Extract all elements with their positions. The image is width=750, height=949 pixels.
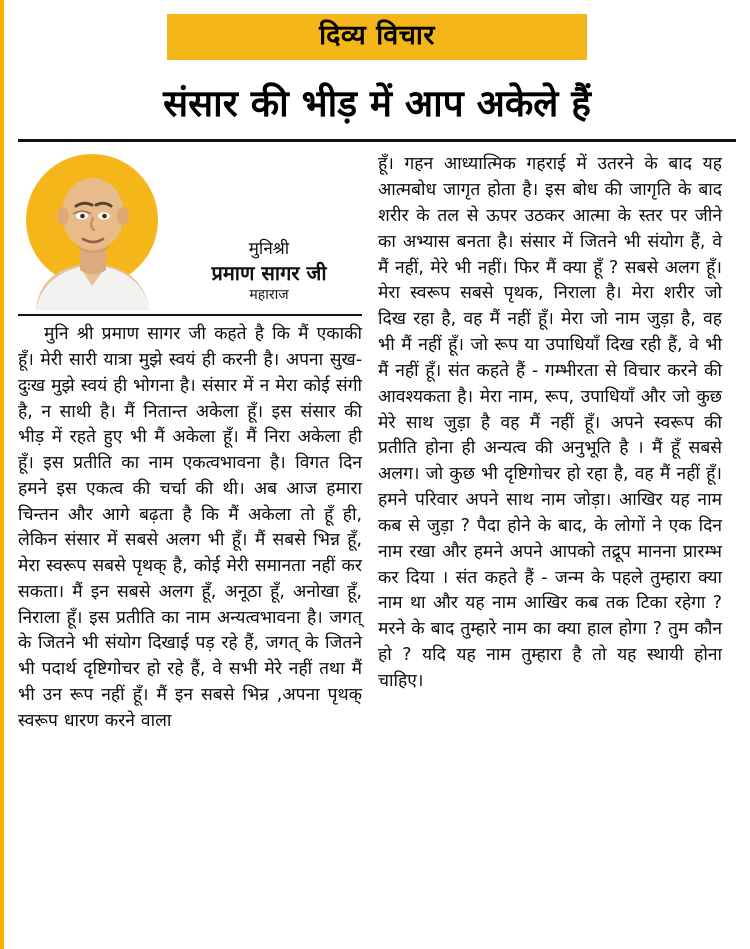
- author-prefix: मुनिश्री: [248, 238, 290, 259]
- headline-divider: [18, 139, 736, 142]
- masthead-title: दिव्य विचार: [319, 20, 435, 51]
- author-name-block: [176, 239, 362, 311]
- article-headline: संसार की भीड़ में आप अकेले हैं: [163, 81, 591, 125]
- article-columns: [18, 152, 736, 734]
- monk-portrait-photo: [18, 152, 168, 310]
- left-column-body: मुनि श्री प्रमाण सागर जी कहते है कि मैं एकाकी हूँ। मेरी सारी यात्रा मुझे स्वयं ही करनी है। अपना सुख-दुःख मुझे स्वयं ही भोगना है। संसार में न मेरा कोई संगी है, न साथी है। मैं नितान्त अकेला हूँ। इस संसार की भीड़ में रहते हुए भी मैं अकेला हूँ। मैं निरा अकेला ही हूँ। इस प्रतीति का नाम एकत्वभावना है। विगत दिन हमने इस एकत्व की चर्चा की थी। अब आज हमारा चिन्तन और आगे बढ़ता है कि मैं अकेला तो हूँ ही, लेकिन संसार में सबसे अलग भी हूँ। मैं सबसे भिन्न हूँ, मेरा स्वरूप सबसे पृथक् है, कोई मेरी समानता नहीं कर सकता। मैं इन सबसे अलग हूँ, अनूठा हूँ, अनोखा हूँ, निराला हूँ। इस प्रतीति का नाम अन्यत्वभावना है। जगत् के जितने भी संयोग दिखाई पड़ रहे हैं, जगत् के जितने भी पदार्थ दृष्टिगोचर हो रहे हैं, वे सभी मेरे नहीं तथा मैं भी उन रूप नहीं हूँ। मैं इन सबसे भिन्र ,अपना पृथक् स्वरूप धारण करने वाला: [18, 324, 362, 731]
- author-block: [18, 152, 362, 310]
- author-divider: [18, 314, 362, 316]
- right-column: [378, 152, 722, 734]
- author-suffix: महाराज: [249, 286, 289, 303]
- author-name: प्रमाण सागर जी: [211, 260, 327, 285]
- portrait-illustration: [18, 152, 168, 310]
- left-column: [18, 152, 362, 734]
- right-column-body: हूँ। गहन आध्यात्मिक गहराई में उतरने के बाद यह आत्मबोध जागृत होता है। इस बोध की जागृति के बाद शरीर के तल से ऊपर उठकर आत्मा के स्तर पर जीने का अभ्यास बनता है। संसार में जितने भी संयोग हैं, वे मैं नहीं, मेरे भी नहीं। फिर मैं क्या हूँ ? सबसे अलग हूँ। मेरा स्वरूप सबसे पृथक, निराला है। मेरा शरीर जो दिख रहा है, वह मैं नहीं हूँ। मेरा जो नाम जुड़ा है, वह भी मैं नहीं हूँ। जो रूप या उपाधियाँ दिख रही हैं, वे भी मैं नहीं हूँ। संत कहते हैं - गम्भीरता से विचार करने की आवश्यकता है। मेरा नाम, रूप, उपाधियाँ और जो कुछ मेरे साथ जुड़ा है वह मैं नहीं हूँ। अपने स्वरूप की प्रतीति होना ही अन्यत्व की अनुभूति है । मैं हूँ सबसे अलग। जो कुछ भी दृष्टिगोचर हो रहा है, वह मैं नहीं हूँ। हमने परिवार अपने साथ नाम जोड़ा। आखिर यह नाम कब से जुड़ा ? पैदा होने के बाद, के लोगों ने एक दिन नाम रखा और हमने अपने आपको तद्रूप मानना प्रारम्भ कर दिया । संत कहते हैं - जन्म के पहले तुम्हारा क्या नाम था और यह नाम आखिर कब तक टिका रहेगा ? मरने के बाद तुम्हारे नाम का क्या हाल होगा ? तुम कौन हो ? यदि यह नाम तुम्हारा है तो यह स्थायी होना चाहिए।: [378, 154, 722, 691]
- masthead-banner: [167, 14, 587, 60]
